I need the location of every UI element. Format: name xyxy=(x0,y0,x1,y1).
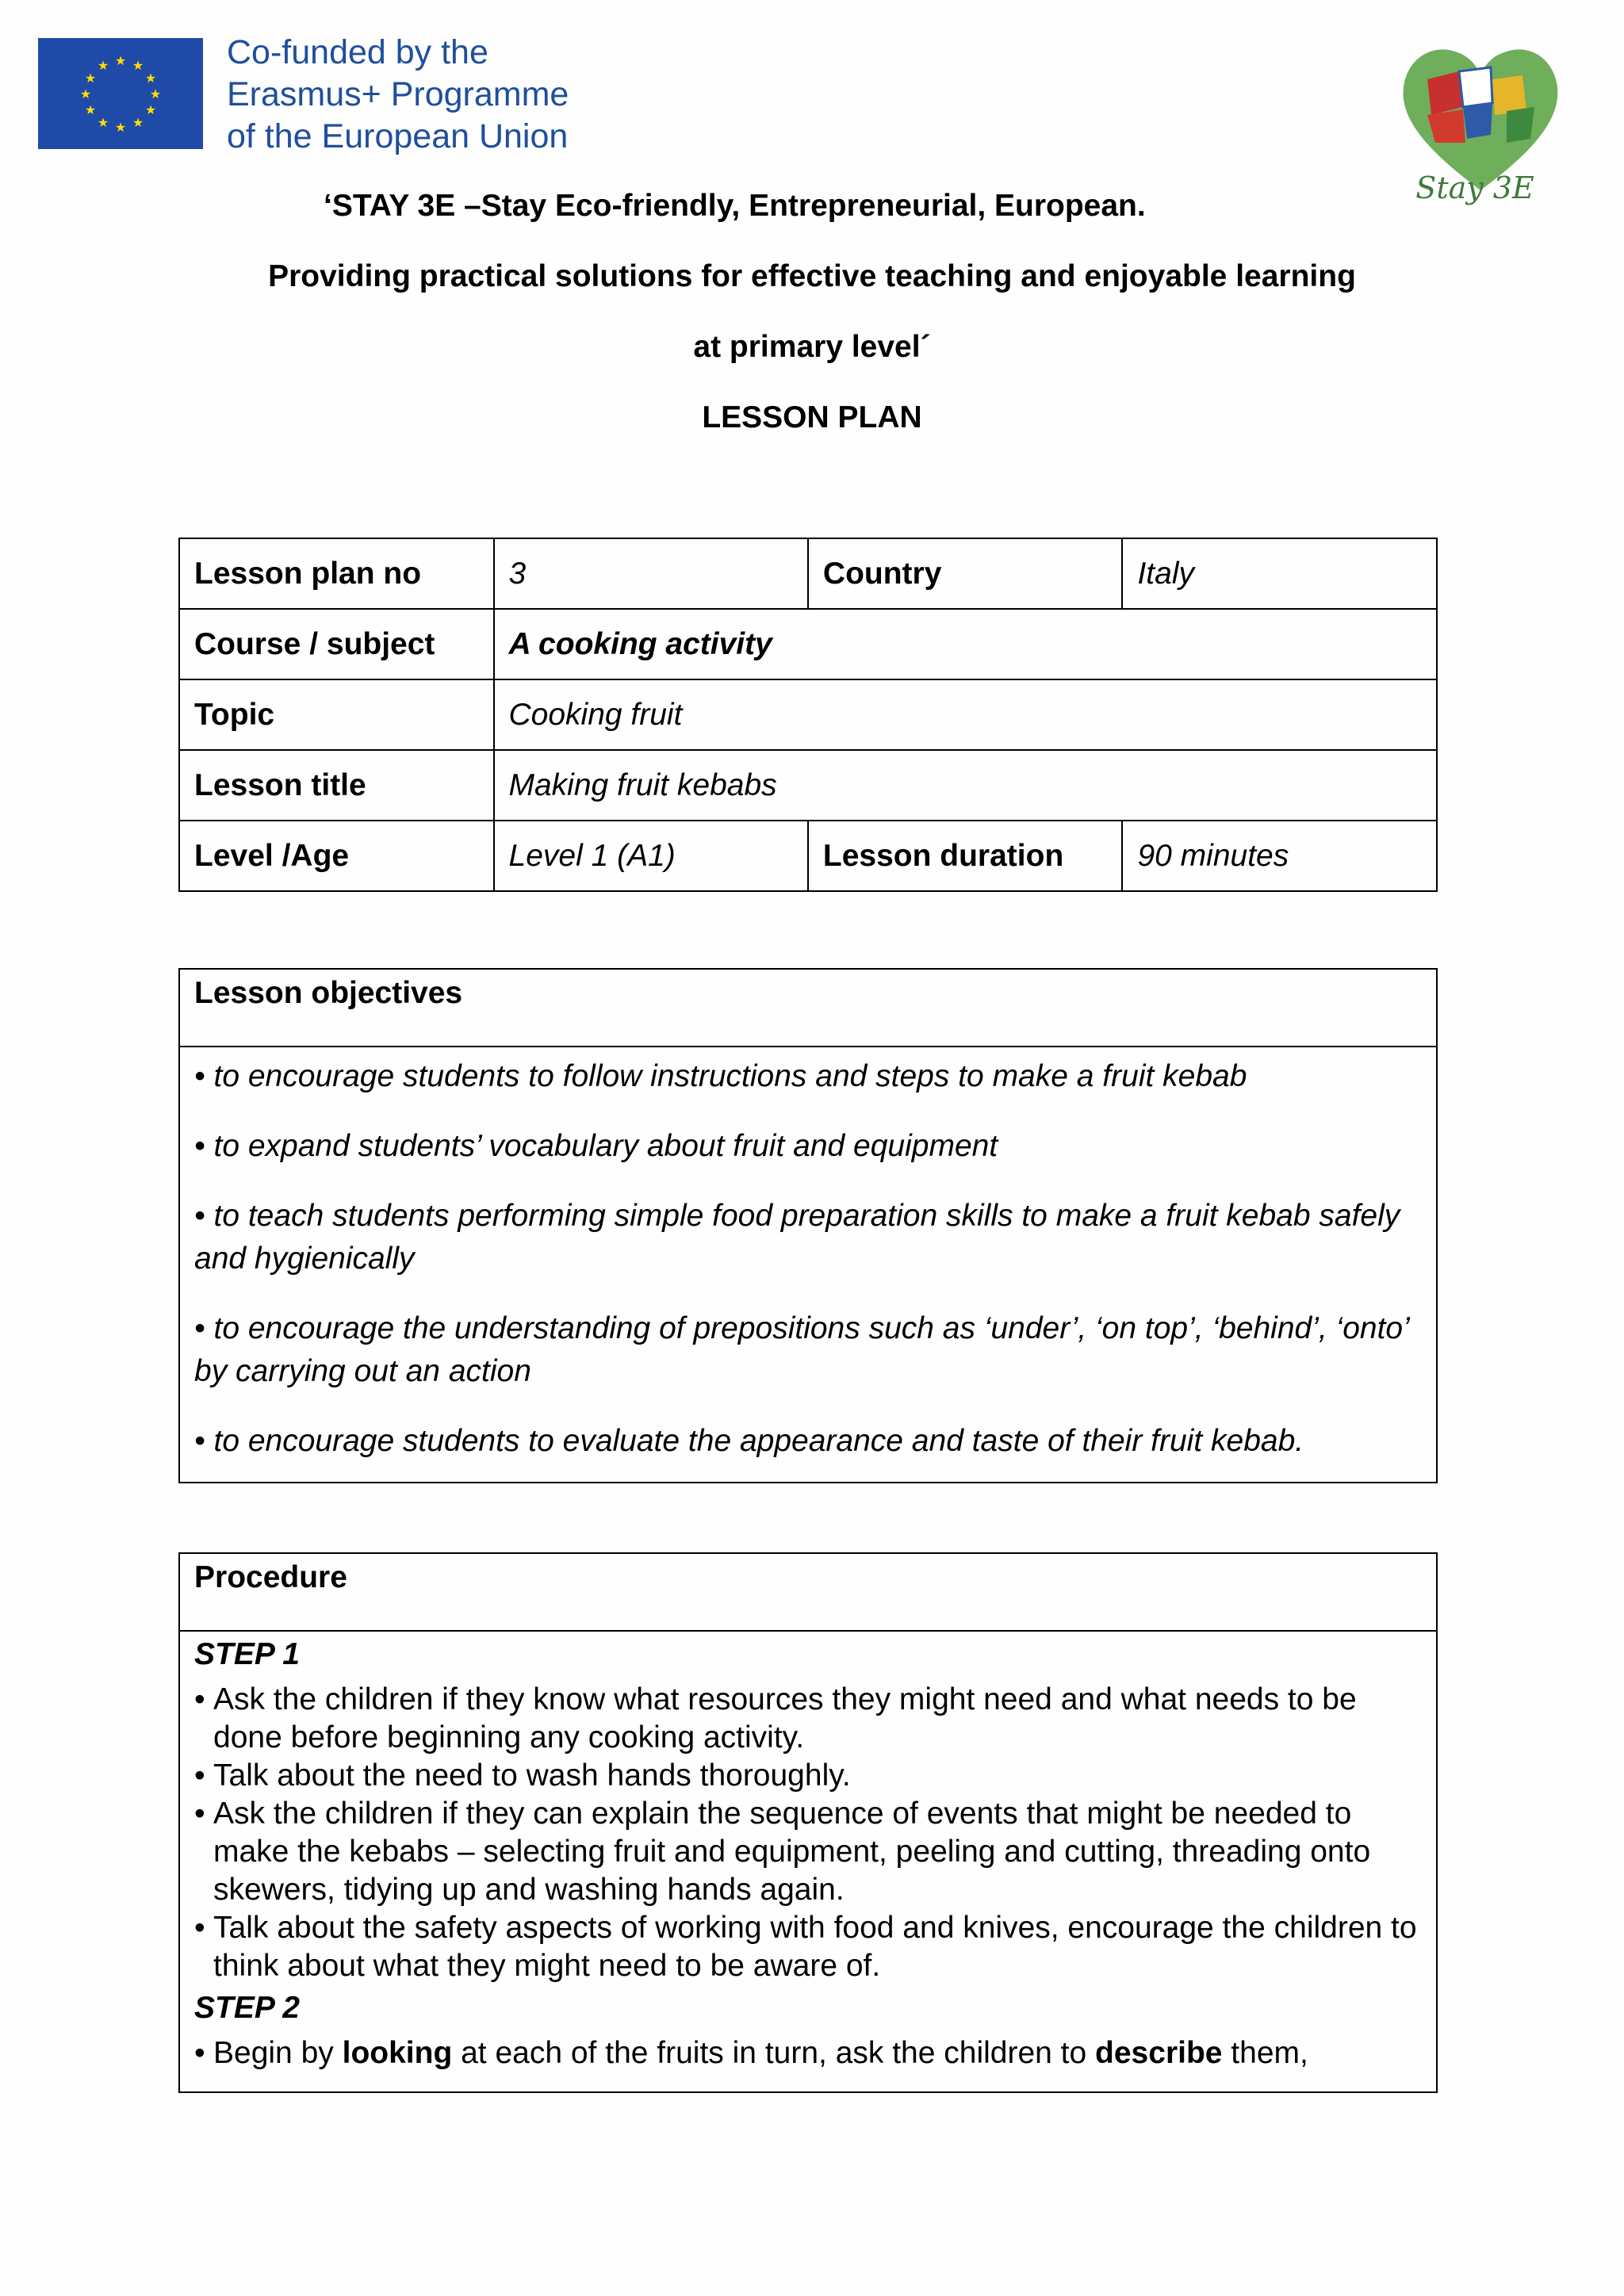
table-row xyxy=(179,538,1437,609)
table-row xyxy=(179,821,1437,891)
cofunded-line-2: Erasmus+ Programme xyxy=(227,75,569,113)
step2-bold-describe: describe xyxy=(1095,2036,1223,2070)
level-label: Level /Age xyxy=(179,821,494,891)
objectives-table xyxy=(178,968,1438,1483)
table-row xyxy=(179,1631,1437,2092)
table-row xyxy=(179,750,1437,821)
duration-label: Lesson duration xyxy=(808,821,1123,891)
step2-text-2: at each of the fruits in turn, ask the children to xyxy=(452,2036,1096,2070)
svg-text:★: ★ xyxy=(132,115,144,130)
country-value: Italy xyxy=(1122,538,1437,609)
list-item: • Ask the children if they know what resources they might need and what needs to be done before beginning any cooking activity. xyxy=(194,1681,1422,1757)
table-row xyxy=(179,1047,1437,1483)
table-row xyxy=(179,679,1437,750)
step2-text-3: them, xyxy=(1222,2036,1308,2070)
level-value: Level 1 (A1) xyxy=(494,821,808,891)
duration-value: 90 minutes xyxy=(1122,821,1437,891)
table-row xyxy=(179,609,1437,679)
lesson-info-table xyxy=(178,538,1438,892)
lesson-plan-no-value: 3 xyxy=(494,538,808,609)
svg-text:★: ★ xyxy=(97,115,109,130)
svg-text:★: ★ xyxy=(84,102,97,117)
svg-text:★: ★ xyxy=(79,86,92,101)
procedure-table xyxy=(178,1552,1438,2093)
title-line-1: ‘STAY 3E –Stay Eco-friendly, Entrepreneurial, European. xyxy=(324,189,1146,223)
step2-bold-looking: looking xyxy=(342,2036,453,2070)
cofunded-text xyxy=(227,32,569,158)
objective-item: • to teach students performing simple food preparation skills to make a fruit kebab safely and hygienically xyxy=(194,1199,1400,1276)
lesson-plan-no-label: Lesson plan no xyxy=(179,538,494,609)
country-label: Country xyxy=(808,538,1123,609)
svg-text:★: ★ xyxy=(84,71,97,86)
step-2-list xyxy=(194,2034,1422,2072)
step-2-label: STEP 2 xyxy=(194,1991,300,2025)
course-label: Course / subject xyxy=(179,609,494,679)
list-item: • Talk about the need to wash hands thoroughly. xyxy=(194,1757,1422,1795)
procedure-heading: Procedure xyxy=(179,1553,1437,1631)
svg-text:★: ★ xyxy=(149,86,162,101)
stay-3e-logo xyxy=(1396,32,1566,214)
logo-caption: Stay 3E xyxy=(1415,170,1534,205)
objective-item: • to encourage students to evaluate the appearance and taste of their fruit kebab. xyxy=(194,1424,1304,1458)
cofunded-line-3: of the European Union xyxy=(227,117,569,155)
list-item: • Ask the children if they can explain the sequence of events that might be needed to make the kebabs – selecting fruit and equipment, peeling and cutting, threading onto skewers, tidying up and washing hands again. xyxy=(194,1795,1422,1909)
objectives-list xyxy=(179,1047,1437,1483)
objective-item: • to expand students’ vocabulary about fruit and equipment xyxy=(194,1129,998,1163)
svg-text:★: ★ xyxy=(144,71,157,86)
svg-text:★: ★ xyxy=(114,53,127,68)
course-value: A cooking activity xyxy=(494,609,1438,679)
title-line-3: at primary level´ xyxy=(693,330,931,364)
list-item: • Talk about the safety aspects of working with food and knives, encourage the children to think about what they might need to be aware of. xyxy=(194,1909,1422,1985)
lesson-plan-heading: LESSON PLAN xyxy=(702,400,922,434)
step2-text-1: Begin by xyxy=(213,2036,343,2070)
step-1-list xyxy=(194,1681,1422,1985)
svg-text:★: ★ xyxy=(144,102,157,117)
cofunded-line-1: Co-funded by the xyxy=(227,33,488,71)
lesson-title-value: Making fruit kebabs xyxy=(494,750,1438,821)
objective-item: • to encourage the understanding of prepositions such as ‘under’, ‘on top’, ‘behind’, ‘onto’ by carrying out an action xyxy=(194,1311,1408,1388)
table-row xyxy=(179,969,1437,1047)
objectives-heading: Lesson objectives xyxy=(179,969,1437,1047)
table-row xyxy=(179,1553,1437,1631)
procedure-body xyxy=(179,1631,1437,2092)
eu-flag-icon xyxy=(38,38,203,149)
topic-label: Topic xyxy=(179,679,494,750)
topic-value: Cooking fruit xyxy=(494,679,1438,750)
list-item xyxy=(194,2034,1422,2072)
title-line-2: Providing practical solutions for effective teaching and enjoyable learning xyxy=(268,259,1356,293)
svg-text:★: ★ xyxy=(132,58,144,73)
objective-item: • to encourage students to follow instructions and steps to make a fruit kebab xyxy=(194,1059,1247,1093)
lesson-title-label: Lesson title xyxy=(179,750,494,821)
step-1-label: STEP 1 xyxy=(194,1637,300,1671)
svg-text:★: ★ xyxy=(114,120,127,135)
svg-text:★: ★ xyxy=(97,58,109,73)
